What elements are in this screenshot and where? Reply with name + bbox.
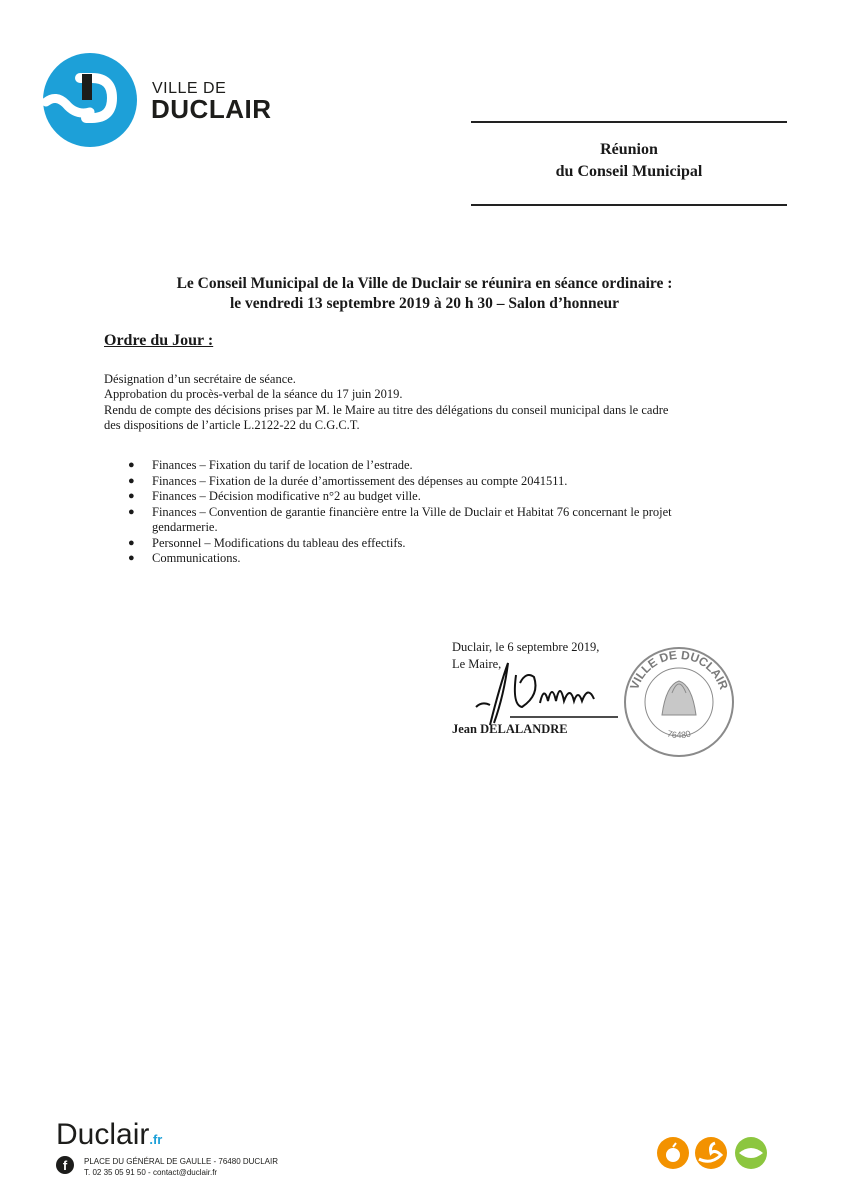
svg-text:76480: 76480 — [666, 728, 692, 741]
fish-icon — [735, 1137, 767, 1169]
agenda-paragraph: Approbation du procès-verbal de la séance du 17 juin 2019. — [104, 387, 403, 401]
header-top-rule — [471, 121, 787, 123]
swan-icon — [695, 1137, 727, 1169]
footer-brand-text: Duclair — [56, 1118, 150, 1151]
logo-line2: DUCLAIR — [151, 94, 272, 124]
logo-line1: VILLE DE — [152, 80, 227, 97]
list-item-text: Finances – Convention de garantie financière entre la Ville de Duclair et Habitat 76 concernant le projet gendarmerie. — [152, 504, 672, 534]
list-item — [128, 489, 748, 505]
intro-line1: Le Conseil Municipal de la Ville de Duclair se réunira en séance ordinaire : — [176, 275, 673, 292]
header-title-line2: du Conseil Municipal — [555, 163, 703, 180]
footer-brand-suffix: .fr — [149, 1132, 163, 1147]
agenda-paragraph: Rendu de compte des décisions prises par M. le Maire au titre des délégations du conseil municipal dans le cadre — [104, 403, 669, 417]
apple-icon — [657, 1137, 689, 1169]
list-item-text: Communications. — [152, 551, 241, 565]
list-item — [128, 536, 748, 552]
list-item — [128, 505, 748, 536]
bullet-icon: ● — [128, 459, 135, 471]
signature-place-date: Duclair, le 6 septembre 2019, — [452, 640, 600, 654]
agenda-paragraph: des dispositions de l’article L.2122-22 du C.G.C.T. — [104, 418, 360, 432]
city-stamp — [622, 645, 736, 759]
list-item-text: Finances – Fixation de la durée d’amortissement des dépenses au compte 2041511. — [152, 473, 568, 488]
list-item — [128, 474, 748, 490]
list-item-text: Finances – Décision modificative n°2 au budget ville. — [152, 489, 421, 503]
city-logo — [42, 52, 142, 148]
signature-role: Le Maire, — [452, 657, 502, 671]
footer-address: PLACE DU GÉNÉRAL DE GAULLE - 76480 DUCLAIR — [84, 1157, 278, 1166]
intro-line2: le vendredi 13 septembre 2019 à 20 h 30 – Salon d’honneur — [229, 295, 620, 312]
list-item — [128, 551, 748, 567]
svg-text:VILLE DE DUCLAIR: VILLE DE DUCLAIR — [627, 647, 731, 692]
list-item — [128, 458, 748, 474]
bullet-icon: ● — [128, 552, 135, 564]
agenda-paragraph: Désignation d’un secrétaire de séance. — [104, 372, 296, 386]
bullet-icon: ● — [128, 474, 135, 487]
bullet-icon: ● — [128, 536, 135, 549]
header-bottom-rule — [471, 204, 787, 206]
footer-contact: T. 02 35 05 91 50 - contact@duclair.fr — [84, 1168, 218, 1177]
list-item-text: Finances – Fixation du tarif de location de l’estrade. — [152, 458, 413, 472]
list-item-text: Personnel – Modifications du tableau des effectifs. — [152, 535, 406, 550]
footer-icons — [655, 1135, 775, 1171]
bullet-icon: ● — [128, 490, 135, 502]
header-title-line1: Réunion — [600, 141, 658, 158]
bullet-icon: ● — [128, 505, 135, 518]
footer-brand — [56, 1118, 162, 1152]
agenda-bullet-list — [128, 458, 748, 567]
duclair-logo-icon — [42, 52, 142, 148]
signature-name: Jean DELALANDRE — [452, 722, 568, 736]
facebook-icon[interactable]: f — [56, 1156, 74, 1174]
agenda-heading: Ordre du Jour : — [104, 332, 214, 349]
